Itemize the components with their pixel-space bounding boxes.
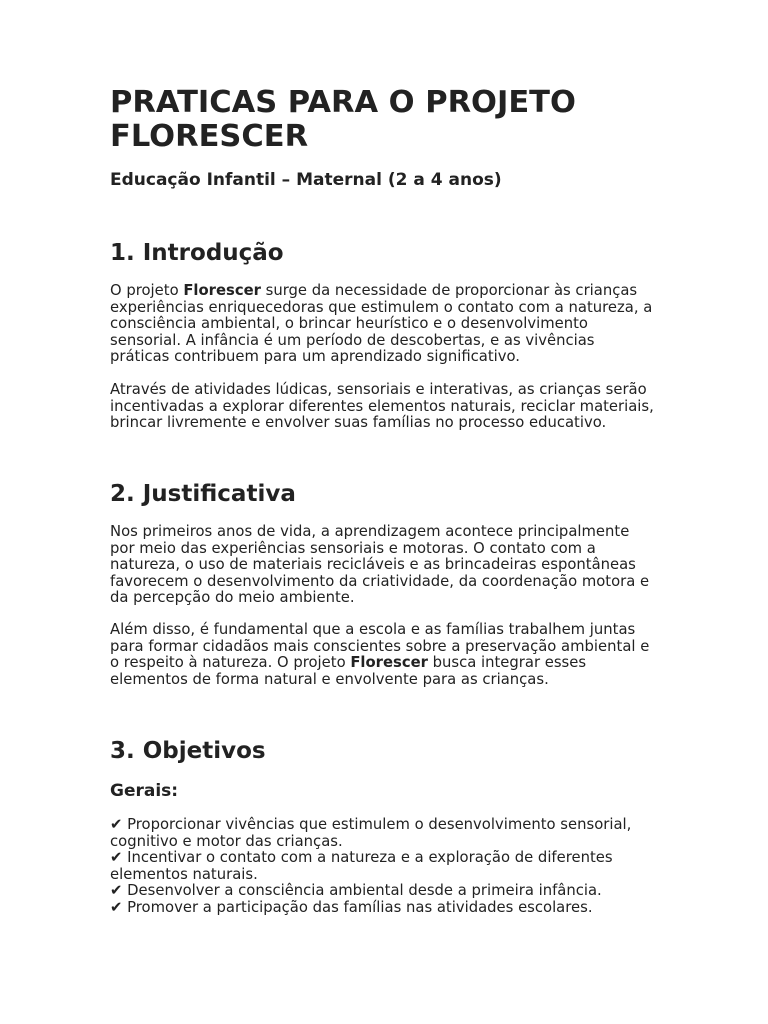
paragraph-line: elementos de forma natural e envolvente para as crianças. xyxy=(110,670,549,688)
section-heading-introducao: 1. Introdução xyxy=(110,240,284,266)
list-item xyxy=(110,850,631,883)
project-name-bold: Florescer xyxy=(183,282,261,299)
list-item-line xyxy=(110,850,631,867)
list-item xyxy=(110,883,631,900)
section-heading-objetivos: 3. Objetivos xyxy=(110,738,266,764)
paragraph-line xyxy=(110,655,649,672)
text-segment: busca integrar esses xyxy=(427,654,587,671)
list-item-line xyxy=(110,883,631,900)
paragraph-line: sensorial. A infância é um período de descobertas, e as vivências xyxy=(110,331,595,349)
text-segment: surge da necessidade de proporcionar às crianças xyxy=(260,282,638,299)
title-line: FLORESCER xyxy=(110,119,309,154)
paragraph-line: da percepção do meio ambiente. xyxy=(110,589,355,606)
paragraph-line: incentivadas a explorar diferentes elementos naturais, reciclar materiais, xyxy=(110,397,654,415)
check-icon: ✔ xyxy=(110,849,123,866)
page-subtitle: Educação Infantil – Maternal (2 a 4 anos) xyxy=(110,170,502,190)
paragraph-line: natureza, o uso de materiais recicláveis e as brincadeiras espontâneas xyxy=(110,556,636,573)
paragraph-line: Através de atividades lúdicas, sensoriais e interativas, as crianças serão xyxy=(110,381,647,398)
paragraph xyxy=(110,382,654,432)
check-icon: ✔ xyxy=(110,898,123,916)
list-item xyxy=(110,817,631,850)
list-item-line xyxy=(110,900,631,917)
paragraph-line: por meio das experiências sensoriais e motoras. O contato com a xyxy=(110,539,596,557)
subheading-gerais: Gerais: xyxy=(110,781,179,801)
paragraph-line: brincar livremente e envolver suas famílias no processo educativo. xyxy=(110,414,607,431)
list-item xyxy=(110,900,631,917)
list-item-text: Proporcionar vivências que estimulem o desenvolvimento sensorial, xyxy=(127,816,632,833)
paragraph xyxy=(110,622,649,688)
paragraph-line: Além disso, é fundamental que a escola e as famílias trabalhem juntas xyxy=(110,621,636,638)
list-item-line: cognitivo e motor das crianças. xyxy=(110,832,343,850)
paragraph-line xyxy=(110,283,652,300)
text-segment: O projeto xyxy=(110,282,184,299)
objectives-checklist xyxy=(110,817,631,916)
paragraph-line: experiências enriquecedoras que estimulem o contato com a natureza, a xyxy=(110,298,653,316)
list-item-text: Promover a participação das famílias nas atividades escolares. xyxy=(127,898,593,916)
paragraph-line: Nos primeiros anos de vida, a aprendizagem acontece principalmente xyxy=(110,523,630,540)
paragraph-line: consciência ambiental, o brincar heurístico e o desenvolvimento xyxy=(110,315,588,332)
list-item-text: Desenvolver a consciência ambiental desde a primeira infância. xyxy=(127,882,602,899)
list-item-text: Incentivar o contato com a natureza e a exploração de diferentes xyxy=(127,849,613,866)
paragraph-line: práticas contribuem para um aprendizado significativo. xyxy=(110,348,521,365)
list-item-line: elementos naturais. xyxy=(110,865,258,883)
paragraph xyxy=(110,524,649,607)
list-item-line xyxy=(110,817,631,834)
paragraph-line: para formar cidadãos mais conscientes sobre a preservação ambiental e xyxy=(110,637,650,655)
check-icon: ✔ xyxy=(110,816,123,833)
check-icon: ✔ xyxy=(110,882,123,899)
text-segment: o respeito à natureza. O projeto xyxy=(110,654,351,671)
page-title xyxy=(110,86,576,154)
title-line: PRATICAS PARA O PROJETO xyxy=(110,85,576,120)
project-name-bold: Florescer xyxy=(350,654,428,671)
section-heading-justificativa: 2. Justificativa xyxy=(110,481,296,507)
paragraph-line: favorecem o desenvolvimento da criatividade, da coordenação motora e xyxy=(110,572,650,590)
paragraph xyxy=(110,283,652,366)
